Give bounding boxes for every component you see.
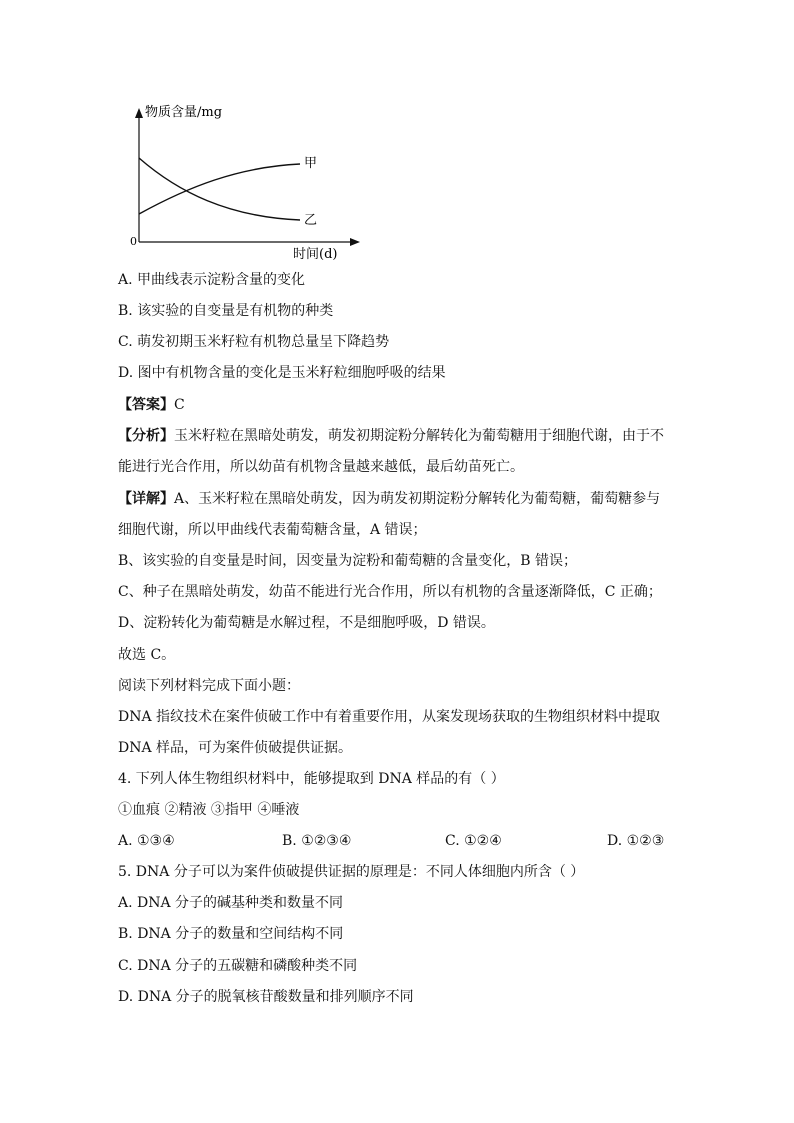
- analysis-label: 【分析】: [118, 428, 174, 444]
- material-line-2: DNA 样品，可为案件侦破提供证据。: [118, 740, 353, 756]
- substance-content-chart: [118, 92, 378, 262]
- y-axis-label: 物质含量/mg: [145, 105, 223, 120]
- q5-option-c: C. DNA 分子的五碳糖和磷酸种类不同: [118, 958, 358, 974]
- q3-option-a: A. 甲曲线表示淀粉含量的变化: [118, 272, 306, 288]
- y-axis-arrow: [135, 108, 143, 118]
- q4-items: ①血痕 ②精液 ③指甲 ④唾液: [118, 802, 300, 818]
- q4-option-b: B. ①②③④: [282, 833, 352, 849]
- q5-option-b: B. DNA 分子的数量和空间结构不同: [118, 926, 344, 942]
- x-axis-arrow: [350, 238, 360, 246]
- analysis-text-1: 玉米籽粒在黑暗处萌发，萌发初期淀粉分解转化为葡萄糖用于细胞代谢，由于不: [174, 428, 664, 444]
- material-line-1: DNA 指纹技术在案件侦破工作中有着重要作用，从案发现场获取的生物组织材料中提取: [118, 709, 661, 725]
- series-line-yi: [139, 158, 300, 220]
- answer-line: [118, 395, 185, 415]
- explanation-line-4: C、种子在黑暗处萌发，幼苗不能进行光合作用，所以有机物的含量逐渐降低，C 正确；: [118, 584, 662, 600]
- explanation-conclusion: 故选 C。: [118, 647, 176, 663]
- explanation-text-1: A、玉米籽粒在黑暗处萌发，因为萌发初期淀粉分解转化为葡萄糖，葡萄糖参与: [174, 491, 661, 507]
- explanation-line-3: B、该实验的自变量是时间，因变量为淀粉和葡萄糖的含量变化，B 错误；: [118, 553, 578, 569]
- legend-jia: 甲: [304, 156, 318, 171]
- answer-value: C: [174, 397, 185, 413]
- series-line-jia: [139, 164, 300, 214]
- analysis-line-2: 能进行光合作用，所以幼苗有机物含量越来越低，最后幼苗死亡。: [118, 459, 524, 475]
- q4-option-c: C. ①②④: [445, 833, 502, 849]
- origin-label: 0: [130, 235, 137, 248]
- q5-stem: 5. DNA 分子可以为案件侦破提供证据的原理是：不同人体细胞内所含（ ）: [118, 864, 585, 880]
- material-intro: 阅读下列材料完成下面小题：: [118, 678, 300, 694]
- q3-option-d: D. 图中有机物含量的变化是玉米籽粒细胞呼吸的结果: [118, 365, 446, 381]
- q4-option-d: D. ①②③: [607, 833, 665, 849]
- q3-option-c: C. 萌发初期玉米籽粒有机物总量呈下降趋势: [118, 334, 390, 350]
- q4-stem: 4. 下列人体生物组织材料中，能够提取到 DNA 样品的有（ ）: [118, 771, 505, 787]
- x-axis-label: 时间(d): [293, 247, 338, 262]
- explanation-line-2: 细胞代谢，所以甲曲线代表葡萄糖含量，A 错误；: [118, 522, 427, 538]
- explanation-line-1: [118, 489, 660, 509]
- legend-yi: 乙: [304, 213, 318, 228]
- q3-option-b: B. 该实验的自变量是有机物的种类: [118, 303, 334, 319]
- chart-svg: [118, 92, 378, 262]
- q5-option-d: D. DNA 分子的脱氧核苷酸数量和排列顺序不同: [118, 989, 414, 1005]
- q5-option-a: A. DNA 分子的碱基种类和数量不同: [118, 895, 344, 911]
- analysis-line-1: [118, 426, 664, 446]
- explanation-line-5: D、淀粉转化为葡萄糖是水解过程，不是细胞呼吸，D 错误。: [118, 615, 495, 631]
- answer-label: 【答案】: [118, 397, 174, 413]
- explanation-label: 【详解】: [118, 491, 174, 507]
- q4-option-a: A. ①③④: [118, 833, 175, 849]
